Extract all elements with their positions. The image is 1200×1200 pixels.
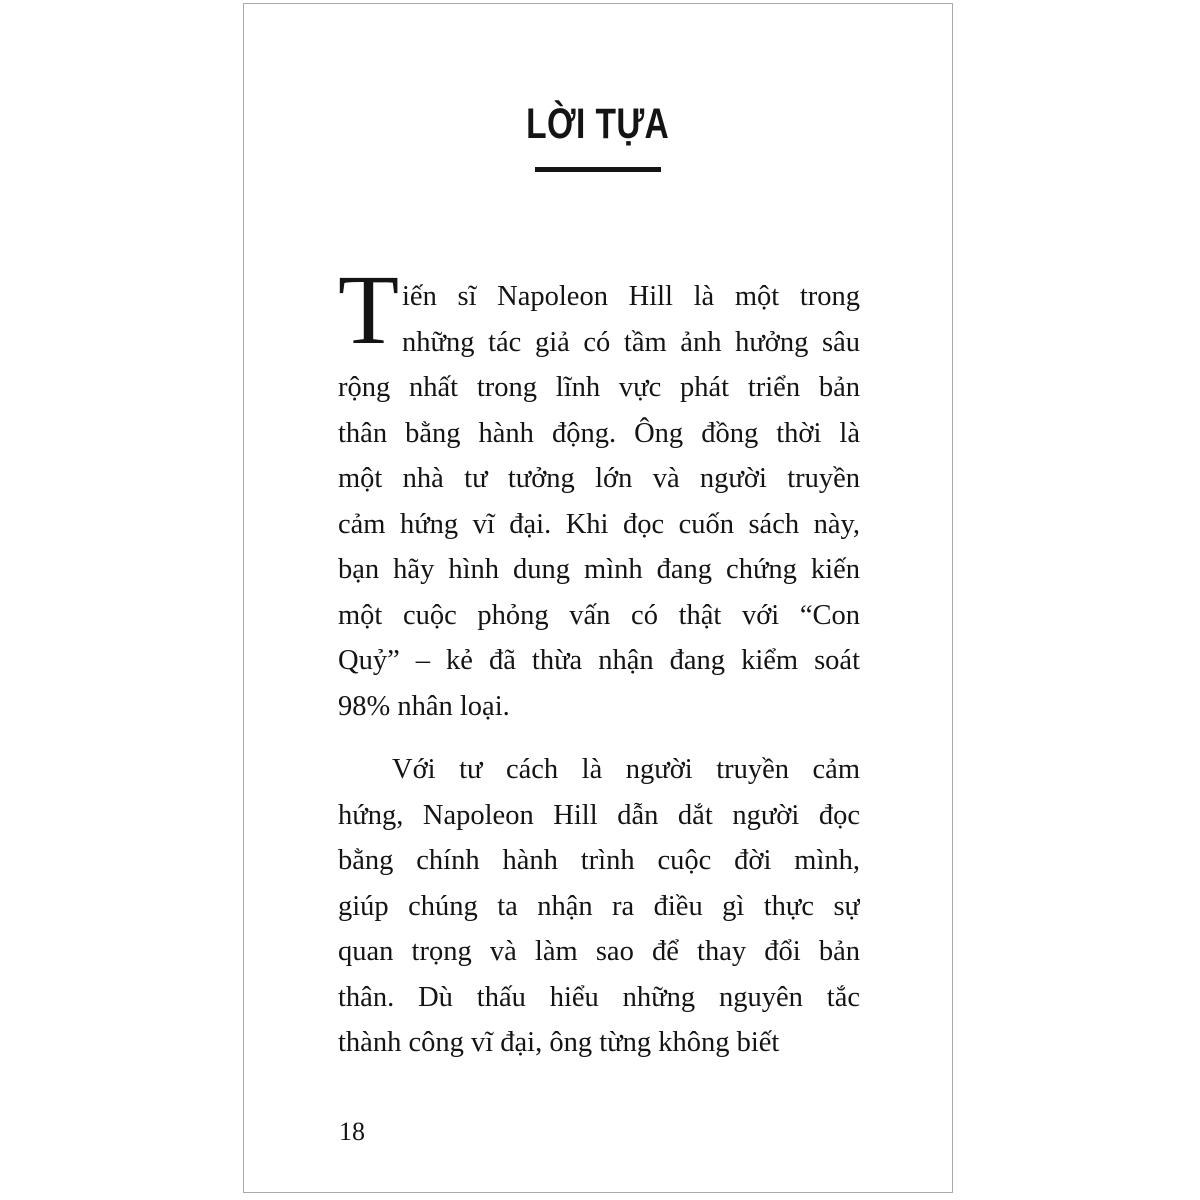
- text-line: 98% nhân loại.: [338, 690, 510, 722]
- text-line: một cuộc phỏng vấn có thật với “Con: [338, 599, 860, 631]
- text-line: thân bằng hành động. Ông đồng thời là: [338, 417, 860, 449]
- page-number: 18: [339, 1117, 365, 1146]
- text-line: Với tư cách là người truyền cảm: [392, 754, 860, 785]
- text-line: thân. Dù thấu hiểu những nguyên tắc: [338, 981, 860, 1013]
- paragraph-2: [338, 747, 860, 1066]
- paragraph-1: [338, 254, 860, 729]
- text-line: hứng, Napoleon Hill dẫn dắt người đọc: [338, 799, 860, 831]
- text-line: cảm hứng vĩ đại. Khi đọc cuốn sách này,: [338, 508, 860, 540]
- title-block: [244, 100, 952, 148]
- text-line: thành công vĩ đại, ông từng không biết: [338, 1027, 780, 1058]
- text-line: quan trọng và làm sao để thay đổi bản: [338, 936, 860, 967]
- text-line: giúp chúng ta nhận ra điều gì thực sự: [338, 890, 860, 922]
- text-line: một nhà tư tưởng lớn và người truyền: [338, 463, 860, 494]
- text-line: iến sĩ Napoleon Hill là một trong: [402, 281, 860, 312]
- page-title: LỜI TỰA: [526, 100, 670, 148]
- text-line: Quỷ” – kẻ đã thừa nhận đang kiểm soát: [338, 645, 860, 676]
- drop-cap: T: [338, 254, 400, 365]
- text-line: bạn hãy hình dung mình đang chứng kiến: [338, 554, 860, 585]
- title-underline: [535, 167, 661, 172]
- text-line: rộng nhất trong lĩnh vực phát triển bản: [338, 372, 860, 403]
- text-line: bằng chính hành trình cuộc đời mình,: [338, 845, 860, 876]
- text-line: những tác giả có tầm ảnh hưởng sâu: [402, 326, 860, 358]
- book-page: [243, 3, 953, 1193]
- body-text: [338, 254, 860, 1066]
